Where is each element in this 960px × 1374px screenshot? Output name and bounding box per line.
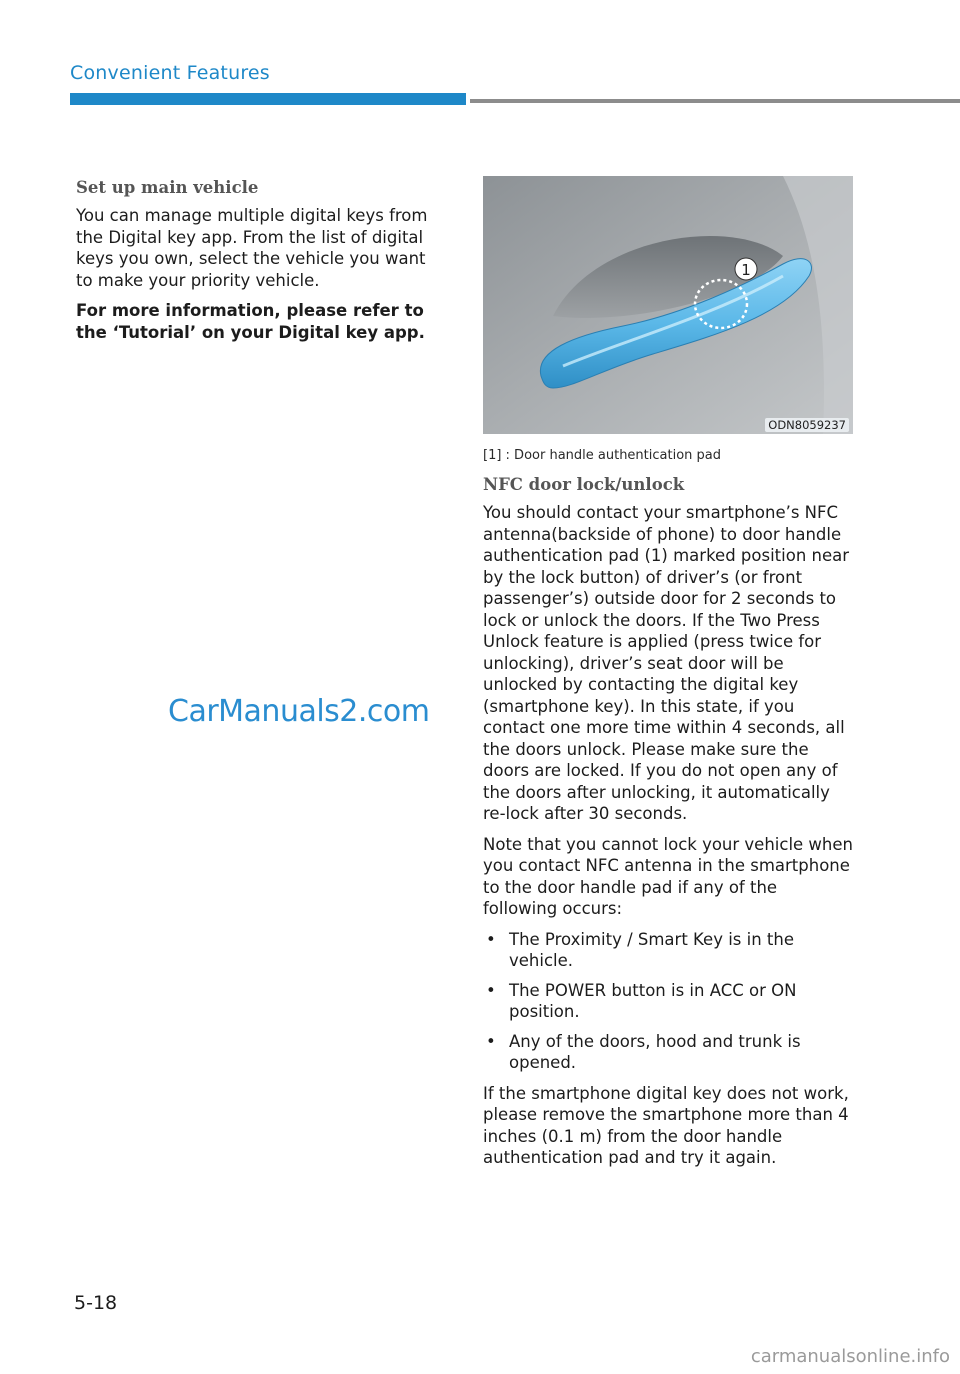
figure-caption: [1] : Door handle authentication pad (483, 448, 721, 463)
list-item: • The POWER button is in ACC or ON position. (486, 980, 797, 1021)
door-handle-figure (483, 176, 853, 434)
paragraph-lock-conditions: Note that you cannot lock your vehicle when you contact NFC antenna in the smartphone to the door handle pad if any of the following occurs: (483, 834, 853, 918)
list-item: • Any of the doors, hood and trunk is opened. (486, 1031, 801, 1072)
section-title: Convenient Features (70, 62, 270, 84)
header-rule (470, 99, 960, 103)
header-rule-accent (70, 93, 466, 105)
paragraph-tutorial-note: For more information, please refer to the ‘Tutorial’ on your Digital key app. (76, 301, 425, 342)
bullet-glyph: • (486, 929, 496, 949)
bullet-glyph: • (486, 980, 496, 1000)
heading-nfc: NFC door lock/unlock (483, 475, 685, 494)
heading-main-vehicle: Set up main vehicle (76, 178, 259, 197)
bullet-glyph: • (486, 1031, 496, 1051)
footer-site-mark: carmanualsonline.info (750, 1346, 950, 1367)
paragraph-main-vehicle: You can manage multiple digital keys from the Digital key app. From the list of digital keys you own, select the vehicle you want to make your priority vehicle. (76, 206, 428, 290)
condition-list (483, 929, 855, 1074)
list-item: • The Proximity / Smart Key is in the vehicle. (486, 929, 794, 970)
page-number: 5-18 (74, 1292, 118, 1314)
callout-number: 1 (741, 261, 751, 279)
paragraph-nfc-instructions: You should contact your smartphone’s NFC antenna(backside of phone) to door handle authentication pad (1) marked position near by the lock button) of driver’s (or front passenger’s) outside door for 2 seconds to lock or unlock the doors. If the Two Press Unlock feature is applied (press twice for unlocking), driver’s seat door will be unlocked by contacting the digital key (smartphone key). In this state, if you contact one more time within 4 seconds, all the doors unlock. Please make sure the doors are locked. If you do not open any of the doors after unlocking, it automatically re-lock after 30 seconds. (483, 503, 850, 823)
left-column (76, 178, 444, 352)
door-handle-illustration (483, 176, 853, 434)
right-column (483, 176, 855, 1178)
paragraph-troubleshoot: If the smartphone digital key does not work, please remove the smartphone more than 4 inches (0.1 m) from the door handle authentication pad and try it again. (483, 1083, 849, 1167)
watermark-logo: CarManuals2.com (168, 694, 430, 729)
figure-code: ODN8059237 (765, 418, 849, 432)
